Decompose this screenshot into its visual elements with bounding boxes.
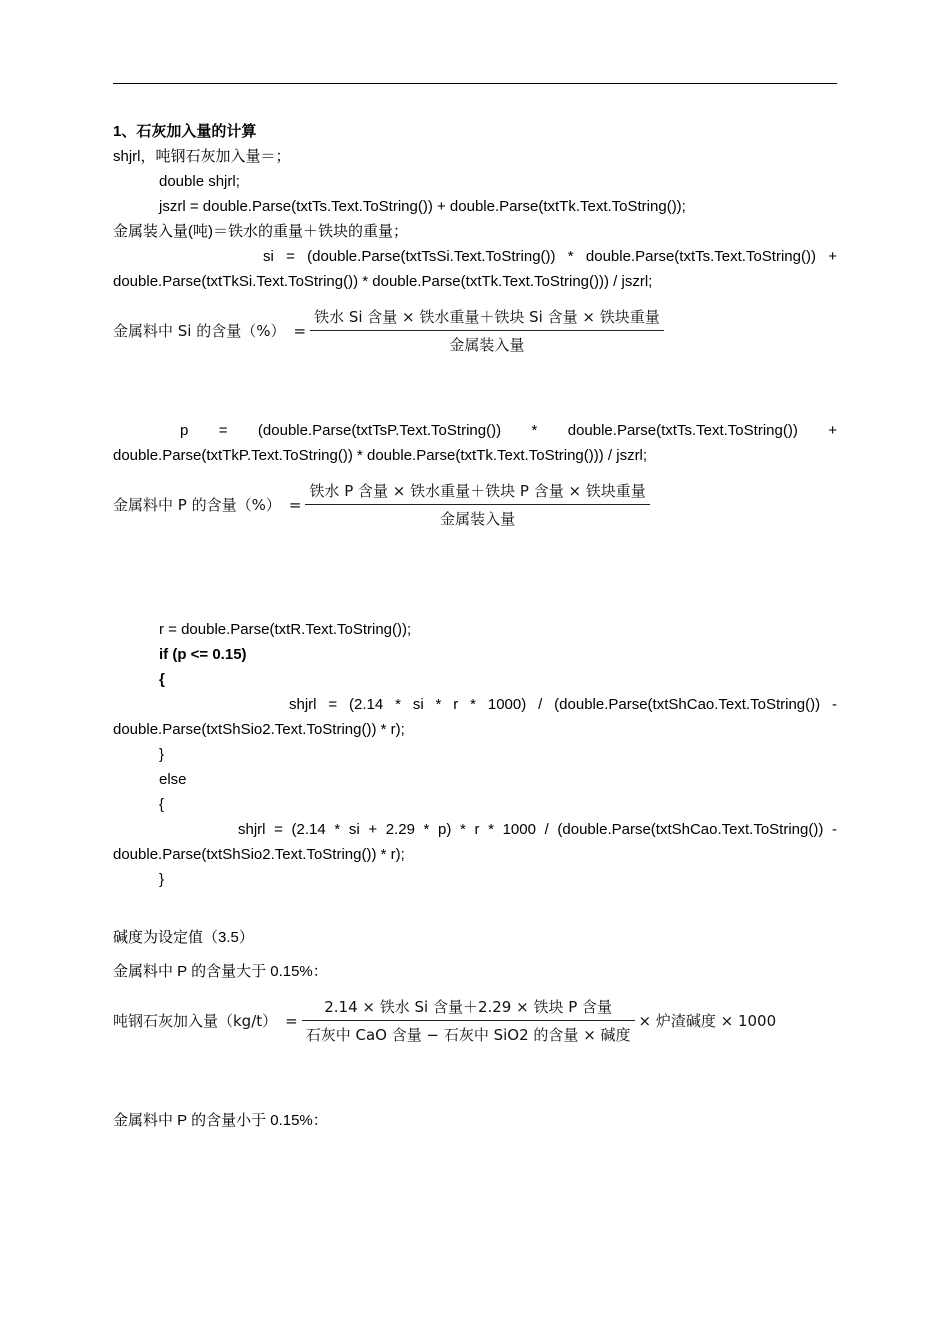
code-line: shjrl = (2.14 * si + 2.29 * p) * r * 1000 / (double.Parse(txtShCao.Text.ToString()) - [238,821,837,838]
section-heading: 1、石灰加入量的计算 [113,123,257,140]
formula-p-content [113,480,648,529]
formula-lhs: 金属料中 Si 的含量（%） [113,322,286,340]
formula-multiplier: × 炉渣碱度 × 1000 [638,1012,777,1030]
formula-denominator: 石灰中 CaO 含量 − 石灰中 SiO2 的含量 × 碱度 [302,1020,635,1045]
formula-lime-addition [113,996,776,1045]
header-rule [113,83,837,84]
formula-fraction [312,306,662,355]
text-line: shjrl，吨钢石灰加入量＝； [113,148,291,165]
formula-denominator: 金属装入量 [305,504,649,529]
text-line: 金属装入量(吨)＝铁水的重量＋铁块的重量； [113,223,408,240]
code-line: { [159,671,165,688]
formula-numerator: 铁水 Si 含量 × 铁水重量＋铁块 Si 含量 × 铁块重量 [314,308,660,326]
code-line: r = double.Parse(txtR.Text.ToString()); [159,621,412,638]
code-line: double.Parse(txtShSio2.Text.ToString()) * r); [113,846,405,863]
formula-denominator: 金属装入量 [310,330,664,355]
formula-si-content [113,306,662,355]
code-line: } [159,871,165,888]
code-line: si = (double.Parse(txtTsSi.Text.ToString()) * double.Parse(txtTs.Text.ToString()) + [263,248,837,265]
code-line: double shjrl; [159,173,240,190]
code-line: double.Parse(txtTkP.Text.ToString()) * double.Parse(txtTk.Text.ToString())) / jszrl; [113,447,648,464]
text-line: 碱度为设定值（3.5） [113,929,254,946]
code-line: } [159,746,165,763]
code-line: jszrl = double.Parse(txtTs.Text.ToString()) + double.Parse(txtTk.Text.ToString()); [159,198,686,215]
code-line: double.Parse(txtShSio2.Text.ToString()) * r); [113,721,405,738]
code-line: p = (double.Parse(txtTsP.Text.ToString()) * double.Parse(txtTs.Text.ToString()) + [180,422,837,439]
formula-fraction [304,996,633,1045]
text-line: 金属料中 P 的含量大于 0.15%： [113,963,328,980]
formula-equals: = [285,1011,298,1030]
code-line: else [159,771,187,788]
formula-fraction [307,480,647,529]
formula-equals: = [293,321,307,340]
code-line: double.Parse(txtTkSi.Text.ToString()) * double.Parse(txtTk.Text.ToString())) / jszrl; [113,273,653,290]
code-line: if (p <= 0.15) [159,646,247,663]
code-line: shjrl = (2.14 * si * r * 1000) / (double.Parse(txtShCao.Text.ToString()) - [289,696,837,713]
formula-numerator: 2.14 × 铁水 Si 含量＋2.29 × 铁块 P 含量 [324,998,613,1016]
formula-equals: = [288,495,302,514]
formula-numerator: 铁水 P 含量 × 铁水重量＋铁块 P 含量 × 铁块重量 [309,482,646,500]
formula-lhs: 吨钢石灰加入量（kg/t） [113,1012,278,1030]
text-line: 金属料中 P 的含量小于 0.15%： [113,1112,328,1129]
formula-lhs: 金属料中 P 的含量（%） [113,496,281,514]
code-line: { [159,796,165,813]
